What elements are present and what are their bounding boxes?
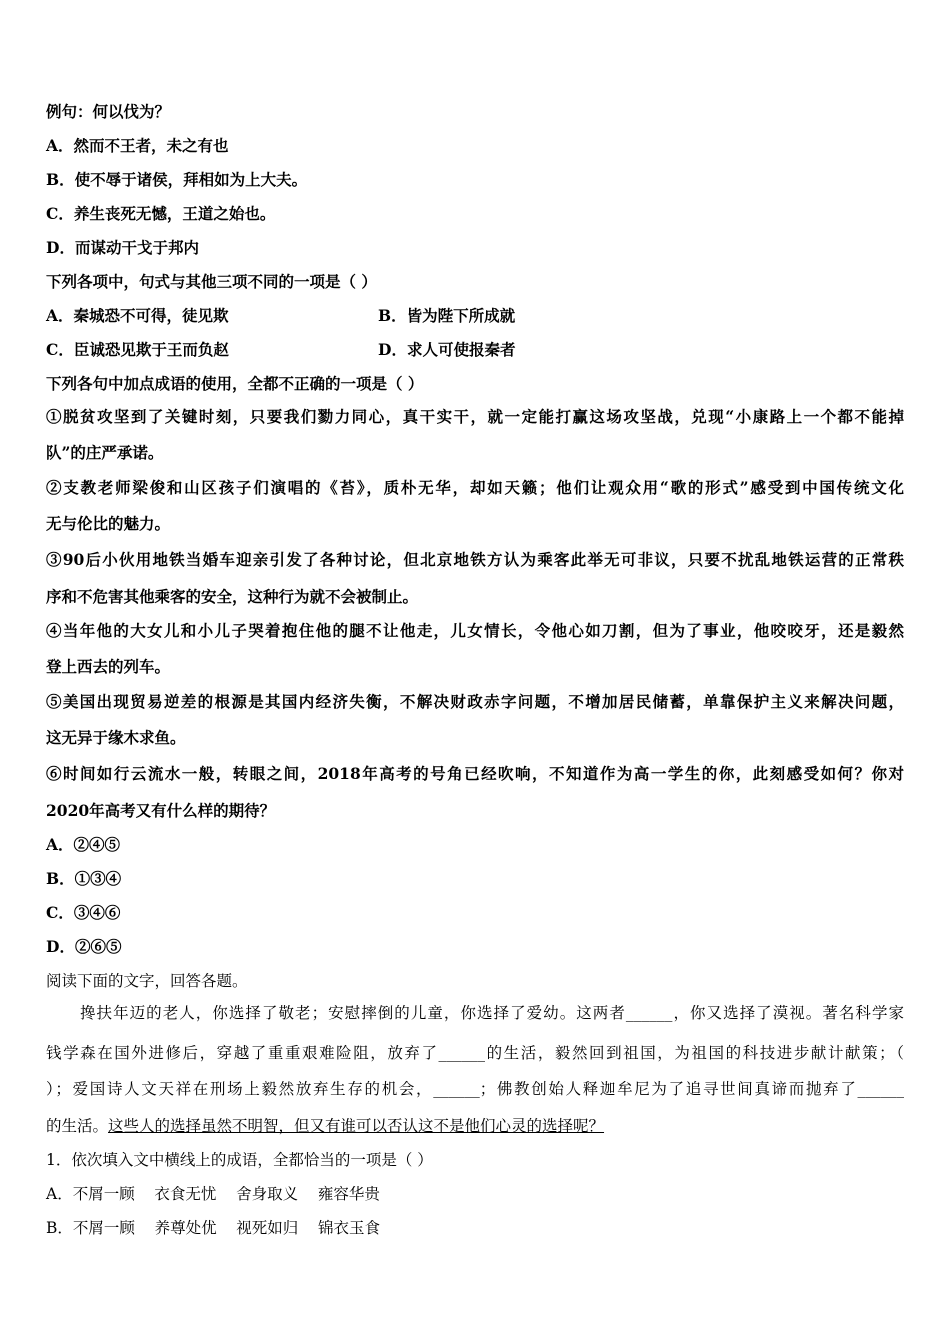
reading-intro: 阅读下面的文字，回答各题。 [46,972,248,990]
passage-line-1: 搀扶年迈的老人，你选择了敬老；安慰摔倒的儿童，你选择了爱幼。这两者______，你又选择了漠视。著名科学家 [80,1004,904,1022]
reading-question-1: 1．依次填入文中横线上的成语，全都恰当的一项是（ ） [46,1151,433,1169]
idiom-option-b: B．①③④ [46,869,122,888]
idiom-item-2-line-2: 无与伦比的魅力。 [46,514,171,533]
idiom-item-1-line-1: ①脱贫攻坚到了关键时刻，只要我们勠力同心，真干实干，就一定能打赢这场攻坚战，兑现“小康路上一个都不能掉 [46,407,904,426]
example-option-c: C．养生丧死无憾，王道之始也。 [46,204,276,223]
idiom-option-a: A．②④⑤ [46,835,121,854]
idiom-item-5-line-1: ⑤美国出现贸易逆差的根源是其国内经济失衡，不解决财政赤字问题，不增加居民储蓄，单靠保护主义来解决问题， [46,692,904,711]
idiom-item-6-line-2: 2020年高考又有什么样的期待？ [46,801,276,820]
idiom-stem: 下列各句中加点成语的使用，全都不正确的一项是（ ） [46,374,424,393]
idiom-option-c: C．③④⑥ [46,903,121,922]
passage-underlined-sentence: 这些人的选择虽然不明智，但又有谁可以否认这不是他们心灵的选择呢？ [108,1117,605,1135]
example-option-a: A．然而不王者，未之有也 [46,136,229,155]
idiom-item-3-line-1: ③90后小伙用地铁当婚车迎亲引发了各种讨论，但北京地铁方认为乘客此举无可非议，只要不扰乱地铁运营的正常秩 [46,550,904,569]
syntax-option-c: C．臣诚恐见欺于王而负赵 [46,340,229,359]
idiom-item-4-line-2: 登上西去的列车。 [46,657,171,676]
reading-option-b: B．不屑一顾 养尊处优 视死如归 锦衣玉食 [46,1219,381,1237]
idiom-option-d: D．②⑥⑤ [46,937,122,956]
example-option-d: D．而谋动干戈于邦内 [46,238,199,257]
idiom-item-1-line-2: 队”的庄严承诺。 [46,443,164,462]
syntax-stem: 下列各项中，句式与其他三项不同的一项是（ ） [46,272,377,291]
passage-line-4 [46,1116,604,1136]
example-stem: 例句：何以伐为？ [46,102,171,121]
syntax-option-b: B．皆为陛下所成就 [378,306,516,325]
idiom-item-4-line-1: ④当年他的大女儿和小儿子哭着抱住他的腿不让他走，儿女情长，令他心如刀割，但为了事业，他咬咬牙，还是毅然 [46,621,904,640]
idiom-item-2-line-1: ②支教老师梁俊和山区孩子们演唱的《苔》，质朴无华，却如天籁；他们让观众用“歌的形式”感受到中国传统文化 [46,478,904,497]
syntax-option-a: A．秦城恐不可得，徒见欺 [46,306,229,325]
idiom-item-6-line-1: ⑥时间如行云流水一般，转眼之间，2018年高考的号角已经吹响，不知道作为高一学生的你，此刻感受如何？你对 [46,764,904,783]
idiom-item-3-line-2: 序和不危害其他乘客的安全，这种行为就不会被制止。 [46,587,419,606]
reading-option-a: A．不屑一顾 衣食无忧 舍身取义 雍容华贵 [46,1185,380,1203]
passage-line-4-plain: 的生活。 [46,1117,109,1135]
idiom-item-5-line-2: 这无异于缘木求鱼。 [46,728,186,747]
passage-line-3: ）；爱国诗人文天祥在刑场上毅然放弃生存的机会，______；佛教创始人释迦牟尼为了追寻世间真谛而抛弃了______ [46,1080,904,1098]
syntax-option-d: D．求人可使报秦者 [378,340,516,359]
passage-line-2: 钱学森在国外进修后，穿越了重重艰难险阻，放弃了______的生活，毅然回到祖国，为祖国的科技进步献计献策；（ [46,1044,904,1062]
example-option-b: B．使不辱于诸侯，拜相如为上大夫。 [46,170,308,189]
